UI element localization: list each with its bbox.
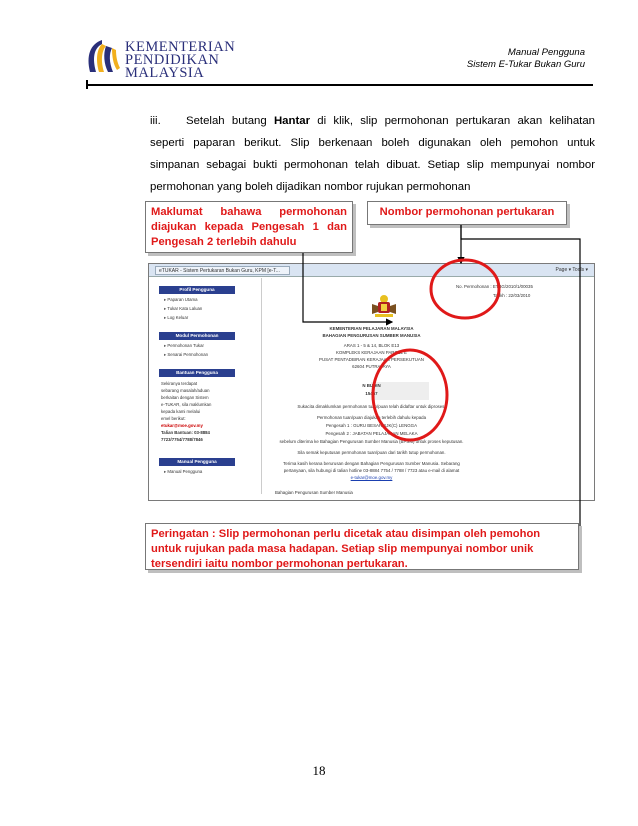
sidebar-item-permohonan-tukar: ▸ Permohonan Tukar: [164, 343, 204, 349]
warning-line1: Peringatan : Slip permohonan perlu dicetak atau disimpan oleh pemohon: [151, 528, 541, 540]
bantuan-line: emel berikut:: [161, 416, 186, 421]
slip-body-line: Sukacita dimaklumkan permohonan tuan/puan telah didaftar untuk diproses.: [297, 404, 446, 409]
org-name-line2: PENDIDIKAN: [125, 52, 220, 68]
hantar-keyword: Hantar: [273, 115, 311, 127]
sidebar-item-paparan-utama: ▸ Paparan Utama: [164, 297, 197, 303]
callout-nombor: Nombor permohonan pertukaran: [367, 201, 567, 225]
sidebar-item-senarai-permohonan: ▸ Senarai Permohonan: [164, 352, 208, 358]
bantuan-line: Talian Bantuan: 03-8884: [161, 430, 210, 435]
page-number: 18: [312, 763, 326, 778]
body-paragraph: [150, 110, 595, 198]
slip-body-line: pertanyaan, sila hubungi di talian hotline 03-8884 7754 / 7788 / 7723 atau e-mail di alamat: [283, 468, 460, 473]
slip-address-line: KOMPLEKS KERAJAAN PARCEL E: [335, 350, 407, 355]
slip-body-line: Pengesah 1 : GURU BESAR SJK(C) LENGGA: [325, 423, 417, 428]
body-line-4: permohonan yang boleh dijadikan nombor rujukan permohonan: [150, 181, 471, 193]
slip-body-line: Pengesah 2 : JABATAN PELAJARAN MELAKA: [325, 431, 418, 436]
body-line-1-pre: Setelah butang: [186, 115, 274, 127]
sidebar-item-tukar-kata-laluan: ▸ Tukar Kata Laluan: [164, 306, 202, 312]
callout-pengesah: [145, 201, 353, 253]
bantuan-line: berkaitan dengan Sistem: [161, 395, 209, 400]
slip-footer: Bahagian Pengurusan Sumber Manusia: [275, 490, 353, 495]
bantuan-line: sebarang masalah/aduan: [161, 388, 210, 393]
warning-line3: tersendiri iaitu nombor permohonan pertukaran.: [151, 558, 408, 570]
bantuan-line: kepada kami melalui: [161, 409, 201, 414]
callout-pengesah-line3: Pengesah 2 terlebih dahulu: [151, 236, 297, 248]
body-line-1-post: di klik, slip permohonan pertukaran akan kelihatan: [310, 115, 595, 127]
slip-address-line: PUSAT PENTADBIRAN KERAJAAN PERSEKUTUAN: [319, 357, 424, 362]
browser-menu: Page ▾ Tools ▾: [555, 267, 588, 273]
slip-no-permohonan: No. Permohonan : ETBG/2010/1/00035: [456, 284, 533, 289]
slip-tarikh: Tarikh : 22/03/2010: [493, 293, 531, 298]
slip-email-link: e-tukar@moe.gov.my: [350, 475, 393, 480]
manual-title: Manual Pengguna: [507, 47, 585, 58]
warning-line2: untuk rujukan pada masa hadapan. Setiap slip mempunyai nombor unik: [151, 543, 534, 555]
item-number: iii.: [150, 115, 161, 127]
sidebar-header-profil: Profil Pengguna: [159, 286, 235, 294]
sidebar-item-manual-pengguna: ▸ Manual Pengguna: [164, 469, 202, 475]
browser-tab: eTUKAR - Sistem Pertukaran Bukan Guru, KPM [e-T...: [155, 266, 290, 275]
bantuan-line: e-TUKAR, sila maklumkan: [161, 402, 212, 407]
slip-ministry: KEMENTERIAN PELAJARAN MALAYSIA: [329, 326, 414, 331]
body-line-3: simpanan sebagai bukti permohonan telah dibuat. Setiap slip mempunyai nombor: [150, 159, 595, 171]
header-rule: [88, 84, 593, 86]
slip-name: N BUDIN: [362, 383, 381, 388]
slip-division: BAHAGIAN PENGURUSAN SUMBER MANUSIA: [322, 333, 421, 338]
bantuan-line: 7723/7754/7788/7846: [161, 437, 203, 442]
kpm-logo: [82, 38, 122, 78]
header-rule-tick: [86, 80, 88, 89]
bantuan-line: Sekiranya terdapat: [161, 381, 198, 386]
body-line-1: [150, 110, 595, 132]
org-name-line1: KEMENTERIAN: [125, 39, 236, 55]
browser-tab-bar: [149, 264, 594, 277]
sidebar-item-log-keluar: ▸ Log Keluar: [164, 315, 188, 321]
callout-pengesah-line1: Maklumat bahawa permohonan: [151, 206, 347, 218]
sidebar-header-manual: Manual Pengguna: [159, 458, 235, 466]
application-screenshot: [148, 263, 595, 501]
system-title: Sistem E-Tukar Bukan Guru: [466, 59, 585, 70]
slip-ic: 15467: [365, 391, 378, 396]
slip-address-line: ARAS 1 - 5 & 14, BLOK E13: [343, 343, 400, 348]
slip-body-line: sebelum diterima ke Bahagian Pengurusan Sumber Manusia (BPSM) untuk proses keputusan.: [279, 439, 464, 444]
slip-body-line: Sila semak keputusan permohonan tuan/puan dari tarikh tutup permohonan.: [297, 450, 446, 455]
bantuan-email-link: etukar@moe.gov.my: [161, 423, 203, 428]
sidebar-header-bantuan: Bantuan Pengguna: [159, 369, 235, 377]
callout-pengesah-line2: diajukan kepada Pengesah 1 dan: [151, 221, 347, 233]
slip-body-line: Terima kasih kerana berurusan dengan Bahagian Pengurusan Sumber Manusia. Sebarang: [283, 461, 460, 466]
org-name-line3: MALAYSIA: [125, 65, 205, 81]
slip-address-line: 62604 PUTRAJAYA: [352, 364, 391, 369]
body-line-2: seperti paparan berikut. Slip berkenaan boleh digunakan oleh pemohon untuk: [150, 137, 595, 149]
warning-callout: [145, 523, 579, 570]
coat-of-arms-icon: [369, 294, 399, 318]
sidebar-header-modul: Modul Permohonan: [159, 332, 235, 340]
slip-body-line: Permohonan tuan/puan diajukan terlebih dahulu kepada: [316, 415, 427, 420]
